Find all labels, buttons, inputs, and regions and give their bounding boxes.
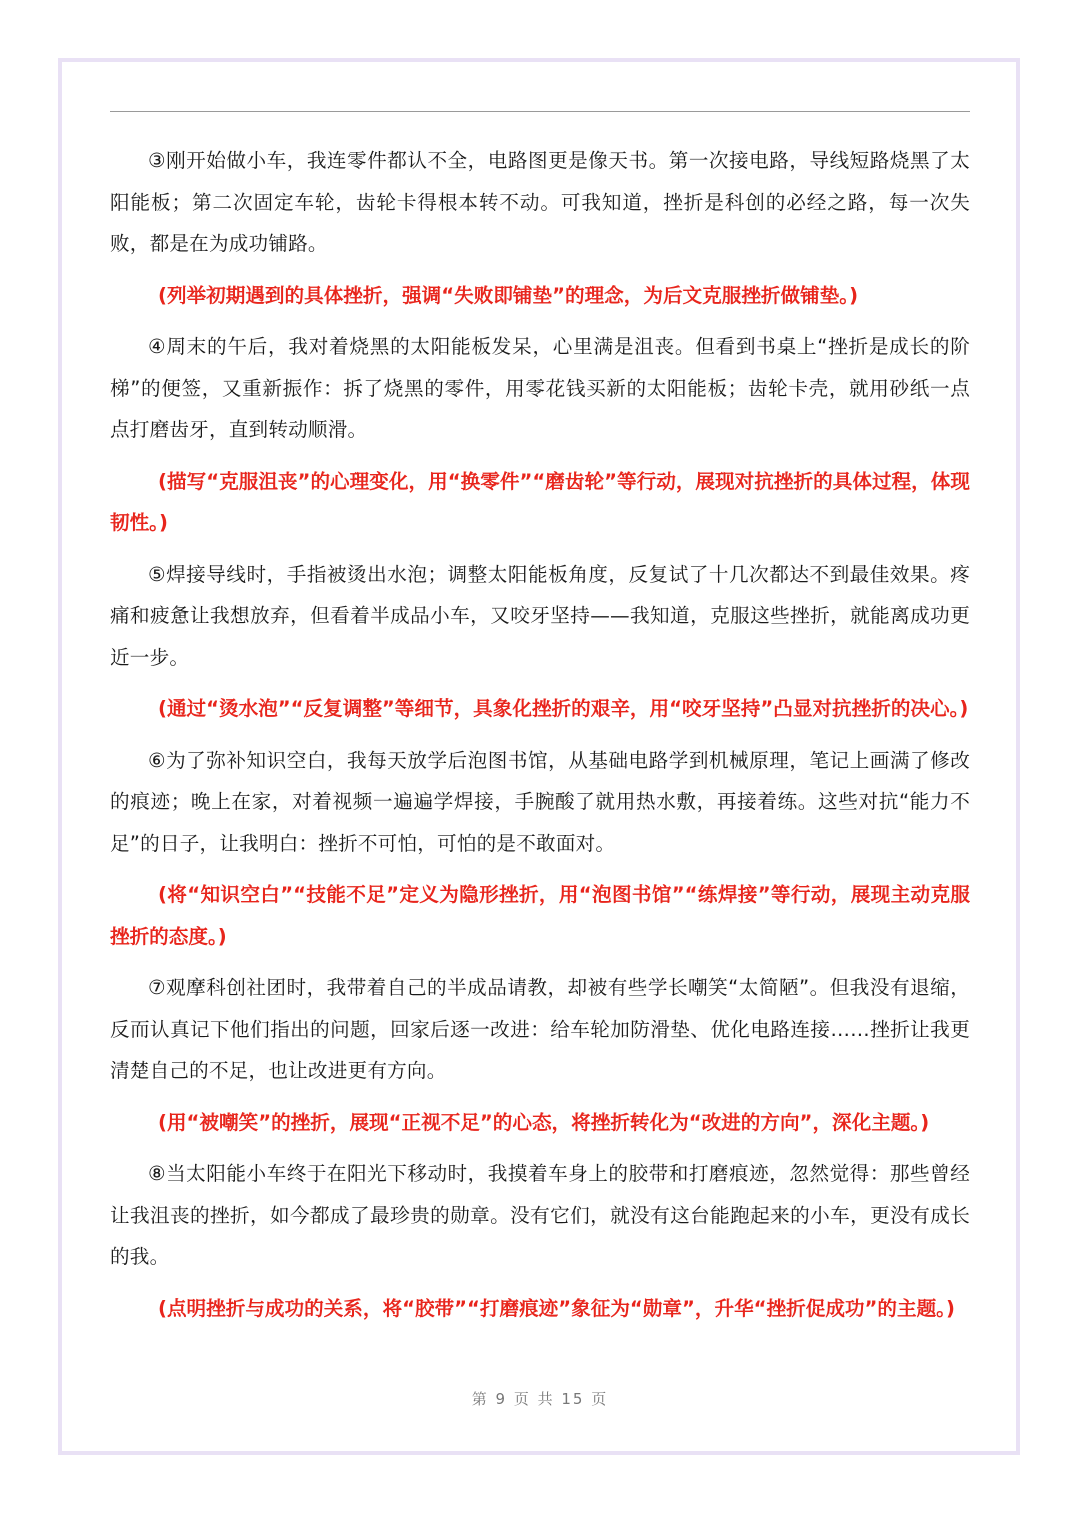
paragraph-5: ⑤焊接导线时，手指被烫出水泡；调整太阳能板角度，反复试了十几次都达不到最佳效果。疼痛和疲惫让我想放弃，但看着半成品小车，又咬牙坚持——我知道，克服这些挫折，就能离成功更近一步。 xyxy=(110,562,970,669)
paragraph-6: ⑥为了弥补知识空白，我每天放学后泡图书馆，从基础电路学到机械原理，笔记上画满了修改的痕迹；晚上在家，对着视频一遍遍学焊接，手腕酸了就用热水敷，再接着练。这些对抗“能力不足”的日子，让我明白：挫折不可怕，可怕的是不敢面对。 xyxy=(110,748,970,855)
paragraph-8: ⑧当太阳能小车终于在阳光下移动时，我摸着车身上的胶带和打磨痕迹，忽然觉得：那些曾经让我沮丧的挫折，如今都成了最珍贵的勋章。没有它们，就没有这台能跑起来的小车，更没有成长的我。 xyxy=(110,1162,970,1268)
annotation-7: (用“被嘲笑”的挫折，展现“正视不足”的心态，将挫折转化为“改进的方向”，深化主题。) xyxy=(158,1110,930,1134)
paragraph-4: ④周末的午后，我对着烧黑的太阳能板发呆，心里满是沮丧。但看到书桌上“挫折是成长的阶梯”的便签，又重新振作：拆了烧黑的零件，用零花钱买新的太阳能板；齿轮卡壳，就用砂纸一点点打磨齿牙，直到转动顺滑。 xyxy=(110,335,970,441)
header-rule xyxy=(110,111,970,112)
paragraph-7: ⑦观摩科创社团时，我带着自己的半成品请教，却被有些学长嘲笑“太简陋”。但我没有退缩，反而认真记下他们指出的问题，回家后逐一改进：给车轮加防滑垫、优化电路连接……挫折让我更清楚自己的不足，也让改进更有方向。 xyxy=(110,976,970,1082)
annotation-3: (列举初期遇到的具体挫折，强调“失败即铺垫”的理念，为后文克服挫折做铺垫。) xyxy=(158,283,859,307)
article-body xyxy=(110,140,970,1339)
annotation-4: (描写“克服沮丧”的心理变化，用“换零件”“磨齿轮”等行动，展现对抗挫折的具体过程，体现韧性。) xyxy=(110,469,970,534)
annotation-5: (通过“烫水泡”“反复调整”等细节，具象化挫折的艰辛，用“咬牙坚持”凸显对抗挫折的决心。) xyxy=(158,697,969,720)
page-number-footer: 第 9 页 共 15 页 xyxy=(471,1390,609,1408)
paragraph-3: ③刚开始做小车，我连零件都认不全，电路图更是像天书。第一次接电路，导线短路烧黑了太阳能板；第二次固定车轮，齿轮卡得根本转不动。可我知道，挫折是科创的必经之路，每一次失败，都是在为成功铺路。 xyxy=(110,149,970,255)
annotation-8: (点明挫折与成功的关系，将“胶带”“打磨痕迹”象征为“勋章”，升华“挫折促成功”的主题。) xyxy=(158,1296,955,1320)
annotation-6: (将“知识空白”“技能不足”定义为隐形挫折，用“泡图书馆”“练焊接”等行动，展现主动克服挫折的态度。) xyxy=(110,883,970,948)
